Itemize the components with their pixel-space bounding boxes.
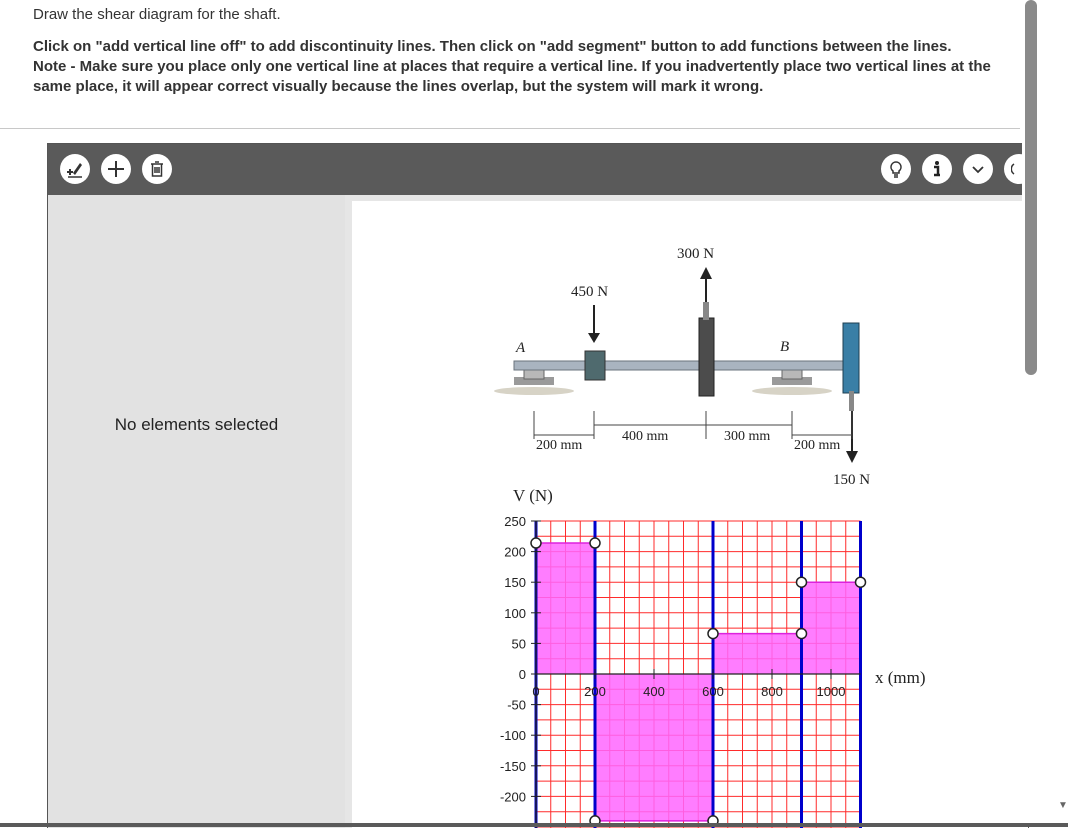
hint-bulb-icon [886,159,906,179]
y-tick-label: -150 [499,758,526,774]
delete-icon [148,160,166,178]
label-450n: 450 N [571,284,609,300]
info-button[interactable] [922,154,952,184]
instruction-line-2: Note - Make sure you place only one vertical line at places that require a vertical line. If you inadvertently place two vertical lines at the same place, it will appear correct visually because the lines overlap, but the system will mark it wrong. [33,58,991,95]
drawing-widget [47,143,1029,828]
instructions [33,37,998,97]
y-tick-label: -100 [499,728,526,744]
x-tick-label: 400 [643,684,665,699]
x-tick-label: 200 [584,684,606,699]
hint-button[interactable] [881,154,911,184]
y-tick-label: -50 [507,697,526,713]
question-prompt: Draw the shear diagram for the shaft. [33,6,281,23]
shear-diagram-chart[interactable] [352,201,1029,828]
toolbar [48,144,1028,195]
label-dim-200-right: 200 mm [794,438,841,453]
properties-panel [48,195,345,828]
info-icon [927,159,947,179]
scrollbar-thumb[interactable] [1025,0,1037,375]
segment-endpoint [797,577,807,587]
segment-endpoint [590,538,600,548]
segment-endpoint [531,538,541,548]
x-tick-label: 600 [702,684,724,699]
drawing-canvas[interactable] [352,201,1029,828]
scroll-down-icon[interactable]: ▼ [1058,800,1068,811]
divider [0,128,1020,129]
label-dim-400: 400 mm [622,429,669,444]
x-tick-label: 0 [532,684,540,699]
y-tick-label: 0 [518,667,526,682]
segment-endpoint [797,629,807,639]
label-dim-200-left: 200 mm [536,438,583,453]
label-support-a: A [516,340,526,356]
y-tick-label: 200 [504,544,526,560]
delete-button[interactable] [142,154,172,184]
no-selection-text: No elements selected [114,415,279,434]
add-vertical-line-button[interactable] [60,154,90,184]
y-tick-label: 250 [504,514,526,529]
y-tick-label: 150 [504,575,526,591]
shear-segment-1 [536,543,595,674]
label-150n: 150 N [833,472,871,488]
expand-button[interactable] [963,154,993,184]
instruction-line-1: Click on "add vertical line off" to add discontinuity lines. Then click on "add segment" button to add functions between the lines. [33,38,952,55]
add-segment-button[interactable] [101,154,131,184]
segment-endpoint [708,629,718,639]
y-axis-label: V (N) [513,486,553,505]
canvas-area [345,195,1028,828]
x-tick-label: 1000 [816,684,846,699]
x-tick-label: 800 [761,684,783,699]
label-support-b: B [780,339,790,355]
add-segment-icon [106,159,126,179]
shear-segment-4 [802,582,861,674]
shear-segment-3 [713,634,802,674]
segment-endpoint [856,577,866,587]
x-axis-label: x (mm) [875,668,926,687]
y-tick-label: 100 [504,605,526,621]
y-tick-label: 50 [511,636,526,652]
chevron-down-icon [970,161,986,177]
label-dim-300: 300 mm [724,429,771,444]
add-vertical-line-icon [65,159,85,179]
bottom-border [0,823,1068,827]
label-300n: 300 N [677,246,715,262]
y-tick-label: -200 [499,789,526,805]
